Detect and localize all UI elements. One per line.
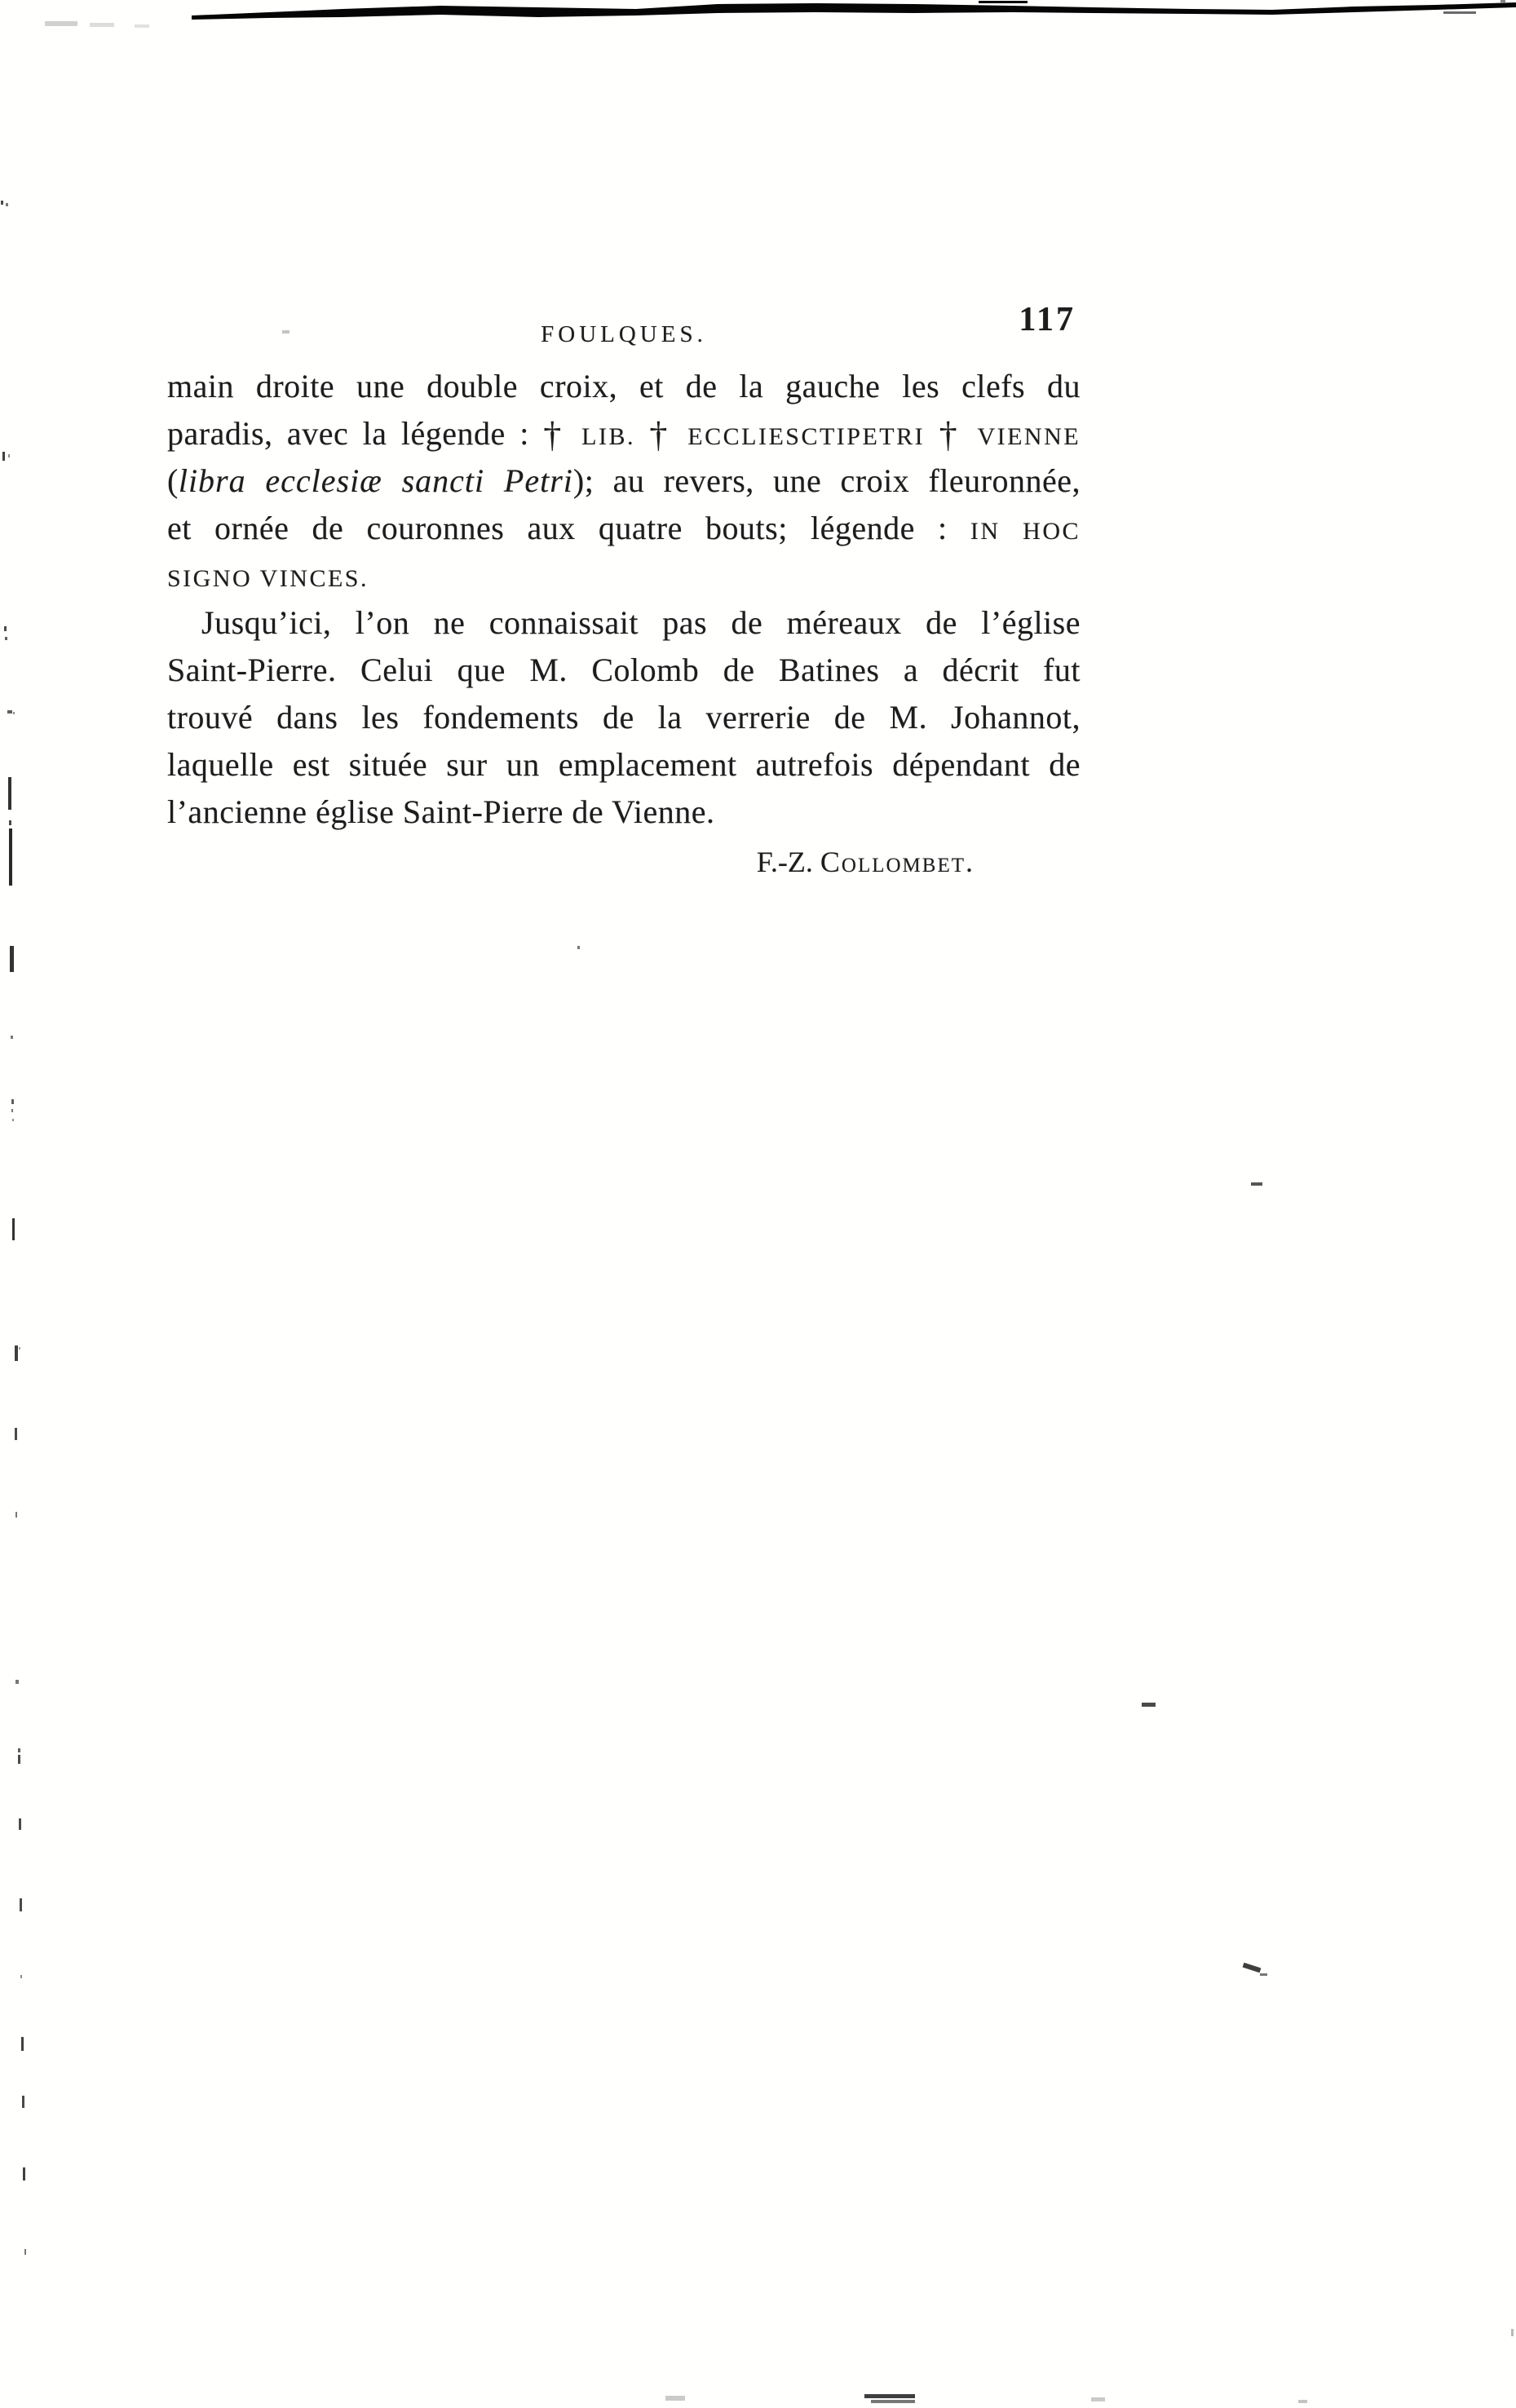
scan-artifact bbox=[1091, 2397, 1105, 2401]
text-run: l’ancienne église Saint-Pierre de Vienne. bbox=[167, 793, 715, 830]
scan-artifact bbox=[10, 946, 14, 972]
text-run: ); au revers, une croix fleuronnée, bbox=[572, 462, 1081, 499]
scan-artifact bbox=[18, 1748, 20, 1752]
text-line bbox=[167, 457, 1081, 505]
scan-artifact bbox=[23, 2167, 25, 2180]
signature-name: Collombet. bbox=[820, 846, 975, 878]
scan-artifact bbox=[21, 2037, 24, 2051]
cross-icon: † bbox=[939, 415, 964, 455]
page-header bbox=[167, 298, 1081, 347]
scan-artifact bbox=[1251, 1182, 1262, 1186]
scan-artifact bbox=[6, 203, 8, 206]
scan-artifact bbox=[13, 712, 15, 714]
text-block bbox=[167, 363, 1081, 836]
text-run: trouvé dans les fondements de la verrerie de M. Johannot, bbox=[167, 699, 1081, 736]
cross-icon: † bbox=[543, 415, 568, 455]
text-run-smallcaps: IN HOC bbox=[970, 518, 1081, 545]
text-run: et ornée de couronnes aux quatre bouts; légende : bbox=[167, 510, 948, 546]
scan-artifact bbox=[4, 626, 7, 631]
text-run: paradis, avec la légende : bbox=[167, 415, 529, 452]
scan-artifact bbox=[1142, 1703, 1156, 1707]
scan-artifact bbox=[7, 710, 12, 714]
scan-artifact bbox=[2, 452, 5, 461]
scan-artifact bbox=[1511, 2329, 1514, 2336]
scan-artifact bbox=[19, 1818, 21, 1830]
text-line bbox=[167, 599, 1081, 647]
text-run: main droite une double croix, et de la gauche les clefs du bbox=[167, 368, 1081, 404]
scan-artifact bbox=[20, 1898, 22, 1911]
text-line bbox=[167, 789, 1081, 836]
scan-artifact bbox=[1, 201, 3, 205]
scan-artifact bbox=[15, 1345, 18, 1361]
scan-artifact bbox=[15, 1512, 17, 1518]
scan-artifact bbox=[577, 946, 580, 949]
scan-artifact bbox=[665, 2396, 685, 2401]
text-line bbox=[167, 552, 1081, 599]
text-run: laquelle est située sur un emplacement autrefois dépendant de bbox=[167, 746, 1081, 783]
scan-artifact bbox=[22, 2096, 24, 2108]
scan-artifact bbox=[15, 1428, 17, 1440]
scan-artifact bbox=[9, 820, 11, 825]
text-run-smallcaps: VIENNE bbox=[977, 423, 1081, 450]
cross-icon: † bbox=[649, 415, 674, 455]
text-line bbox=[167, 410, 1081, 457]
scan-artifact bbox=[1243, 1963, 1262, 1973]
scan-artifact bbox=[11, 1099, 14, 1104]
scan-artifact bbox=[1260, 1973, 1267, 1976]
text-line bbox=[167, 505, 1081, 552]
scan-artifact bbox=[8, 777, 11, 810]
text-run: Saint-Pierre. Celui que M. Colomb de Batines a décrit fut bbox=[167, 652, 1081, 688]
page-top-torn-edge bbox=[0, 0, 1516, 36]
scan-artifact bbox=[12, 1119, 14, 1121]
text-run-smallcaps: LIB. bbox=[581, 423, 635, 450]
scan-artifact bbox=[871, 2400, 915, 2403]
scan-artifact bbox=[11, 1109, 13, 1112]
scan-artifact bbox=[15, 1680, 19, 1684]
scan-artifact bbox=[5, 637, 7, 640]
text-line bbox=[167, 647, 1081, 694]
scan-artifact bbox=[864, 2394, 915, 2398]
scan-artifact bbox=[9, 828, 12, 886]
text-run-italic: libra ecclesiæ sancti Petri bbox=[178, 462, 573, 499]
scan-artifact bbox=[12, 1218, 15, 1240]
scan-artifact bbox=[282, 330, 289, 334]
scan-artifact bbox=[18, 1755, 20, 1764]
signature-initials: F.-Z. bbox=[756, 846, 813, 878]
page-number: 117 bbox=[1019, 301, 1076, 338]
scan-artifact bbox=[1298, 2400, 1307, 2403]
text-run-smallcaps: SIGNO VINCES. bbox=[167, 565, 369, 592]
scan-artifact bbox=[20, 1975, 22, 1978]
text-line bbox=[167, 363, 1081, 410]
text-line bbox=[167, 694, 1081, 741]
running-title: FOULQUES. bbox=[541, 321, 707, 347]
text-run: Jusqu’ici, l’on ne connaissait pas de méreaux de l’église bbox=[201, 604, 1081, 641]
scan-artifact bbox=[8, 454, 10, 457]
scan-artifact bbox=[11, 1036, 13, 1039]
text-line bbox=[167, 741, 1081, 789]
scan-artifact bbox=[24, 2249, 26, 2255]
text-run: ( bbox=[167, 462, 179, 499]
scan-artifact bbox=[19, 1347, 20, 1350]
scan-smudge bbox=[45, 21, 77, 26]
text-run-smallcaps: ECCLIESCTIPETRI bbox=[687, 423, 926, 450]
author-signature bbox=[167, 845, 1081, 879]
